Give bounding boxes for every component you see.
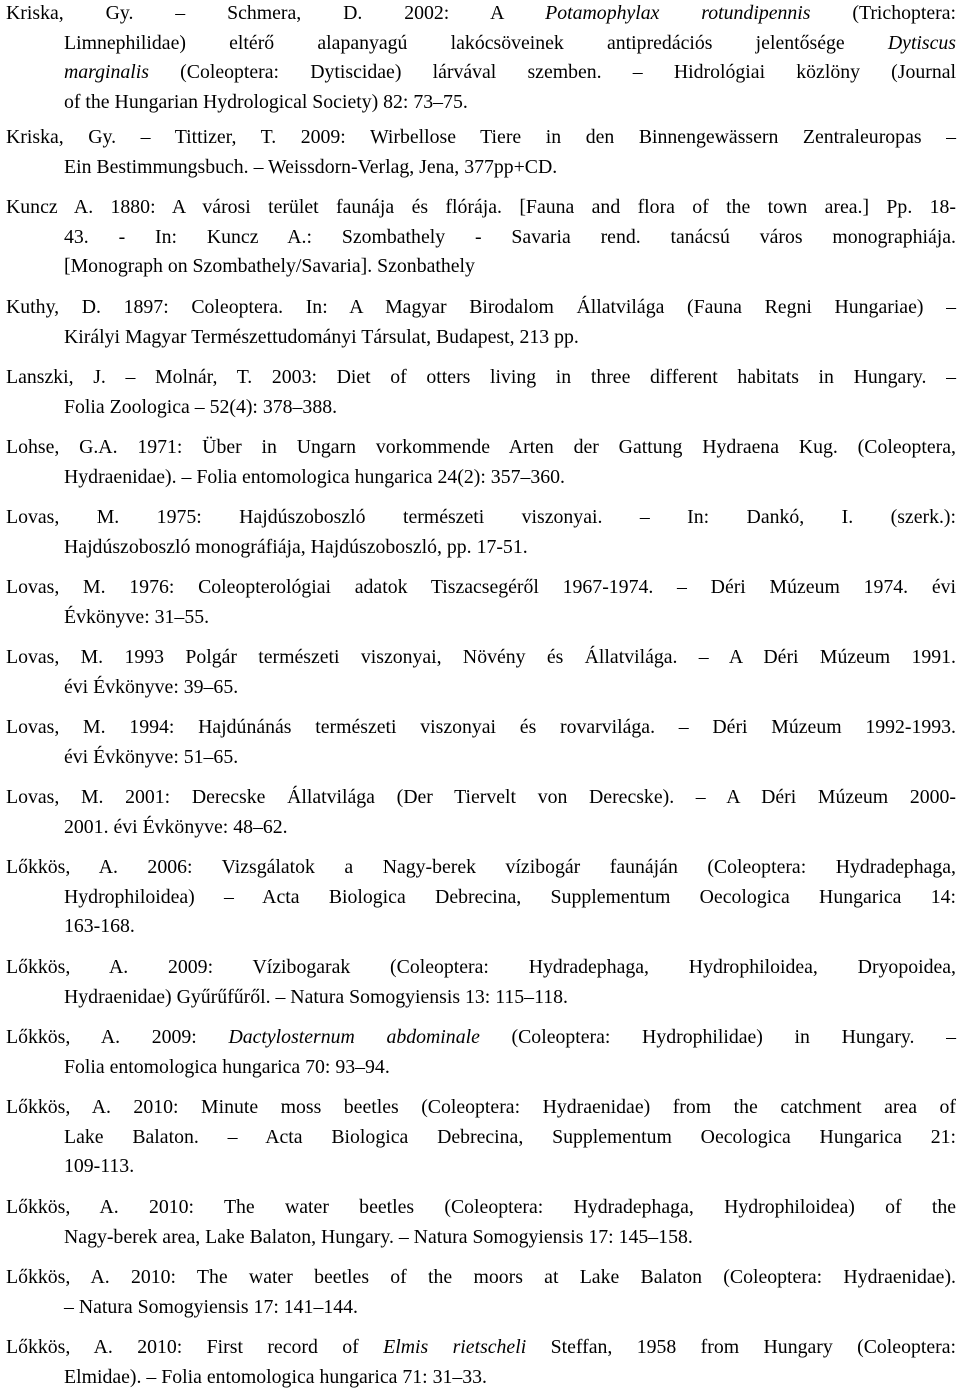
reference-first-line: Lovas, M. 1993 Polgár természeti viszonyai, Növény és Állatvilága. – A Déri Múzeum 1991. — [6, 646, 956, 668]
reference-first-line: Lanszki, J. – Molnár, T. 2003: Diet of otters living in three different habitats in Hungary. – — [6, 366, 956, 388]
reference-continuation-line: 43. - In: Kuncz A.: Szombathely - Savaria rend. tanácsú város monographiája. — [64, 225, 956, 248]
reference-first-line: Lőkkös, A. 2010: First record of Elmis rietscheli Steffan, 1958 from Hungary (Coleoptera: — [6, 1336, 956, 1358]
reference-continuation-line: Hydraenidae) Gyűrűfűről. – Natura Somogyiensis 13: 115–118. — [64, 985, 568, 1008]
reference-first-line: Kriska, Gy. – Tittizer, T. 2009: Wirbellose Tiere in den Binnengewässern Zentraleuropas – — [6, 126, 956, 148]
reference-first-line: Lőkkös, A. 2006: Vizsgálatok a Nagy-berek vízibogár faunáján (Coleoptera: Hydradephaga, — [6, 856, 956, 878]
reference-entry — [6, 293, 956, 352]
reference-entry — [6, 1023, 956, 1082]
reference-entry — [6, 0, 956, 117]
reference-entry — [6, 363, 956, 422]
reference-entry — [6, 713, 956, 772]
reference-entry — [6, 643, 956, 702]
reference-continuation-line: 109-113. — [64, 1155, 135, 1177]
reference-continuation-line: of the Hungarian Hydrological Society) 82: 73–75. — [64, 90, 468, 113]
reference-continuation-line: 2001. évi Évkönyve: 48–62. — [64, 815, 288, 838]
reference-continuation-line: Hydraenidae). – Folia entomologica hungarica 24(2): 357–360. — [64, 465, 565, 488]
reference-continuation-line: Elmidae). – Folia entomologica hungarica 71: 31–33. — [64, 1365, 487, 1388]
reference-first-line: Lőkkös, A. 2010: The water beetles (Coleoptera: Hydradephaga, Hydrophiloidea) of the — [6, 1196, 956, 1218]
reference-entry — [6, 853, 956, 942]
reference-first-line: Lovas, M. 1994: Hajdúnánás természeti viszonyai és rovarvilága. – Déri Múzeum 1992-1993. — [6, 716, 956, 738]
reference-entry — [6, 573, 956, 632]
reference-continuation-line: Nagy-berek area, Lake Balaton, Hungary. – Natura Somogyiensis 17: 145–158. — [64, 1225, 693, 1248]
reference-entry — [6, 1093, 956, 1182]
reference-first-line: Lovas, M. 2001: Derecske Állatvilága (Der Tiervelt von Derecske). – A Déri Múzeum 2000- — [6, 786, 956, 808]
reference-first-line: Lohse, G.A. 1971: Über in Ungarn vorkommende Arten der Gattung Hydraena Kug. (Coleoptera, — [6, 436, 956, 458]
reference-first-line: Lovas, M. 1976: Coleopterológiai adatok Tiszacsegéről 1967-1974. – Déri Múzeum 1974. évi — [6, 576, 956, 598]
reference-continuation-line: 163-168. — [64, 915, 135, 937]
reference-continuation-line: Lake Balaton. – Acta Biologica Debrecina, Supplementum Oecologica Hungarica 21: — [64, 1125, 956, 1148]
reference-continuation-line: Ein Bestimmungsbuch. – Weissdorn-Verlag, Jena, 377pp+CD. — [64, 155, 558, 178]
reference-continuation-line: Folia Zoologica – 52(4): 378–388. — [64, 395, 338, 418]
reference-first-line: Lőkkös, A. 2009: Dactylosternum abdominale (Coleoptera: Hydrophilidae) in Hungary. – — [6, 1026, 957, 1048]
reference-entry — [6, 123, 956, 182]
reference-entry — [6, 783, 956, 842]
reference-continuation-line: Limnephilidae) eltérő alapanyagú lakócsöveinek antipredációs jelentősége Dytiscus — [64, 31, 956, 54]
reference-entry — [6, 433, 956, 492]
reference-entry — [6, 193, 956, 282]
reference-continuation-line: Királyi Magyar Természettudományi Társulat, Budapest, 213 pp. — [64, 325, 579, 348]
reference-first-line: Lőkkös, A. 2010: The water beetles of the moors at Lake Balaton (Coleoptera: Hydraenidae). — [6, 1266, 956, 1288]
reference-entry — [6, 953, 956, 1012]
reference-first-line: Lőkkös, A. 2009: Vízibogarak (Coleoptera: Hydradephaga, Hydrophiloidea, Dryopoidea, — [6, 956, 956, 978]
reference-continuation-line: Évkönyve: 31–55. — [64, 605, 210, 628]
reference-first-line: Kriska, Gy. – Schmera, D. 2002: A Potamophylax rotundipennis (Trichoptera: — [6, 2, 957, 24]
reference-continuation-line: évi Évkönyve: 39–65. — [64, 675, 239, 698]
reference-entry — [6, 503, 956, 562]
reference-continuation-line: Folia entomologica hungarica 70: 93–94. — [64, 1055, 390, 1078]
reference-continuation-line: Hajdúszoboszló monográfiája, Hajdúszoboszló, pp. 17-51. — [64, 535, 528, 558]
reference-continuation-line: évi Évkönyve: 51–65. — [64, 745, 239, 768]
reference-entry — [6, 1333, 956, 1392]
reference-first-line: Kuthy, D. 1897: Coleoptera. In: A Magyar Birodalom Állatvilága (Fauna Regni Hungariae) – — [6, 296, 956, 318]
reference-continuation-line: marginalis (Coleoptera: Dytiscidae) lárvával szemben. – Hidrológiai közlöny (Journal — [64, 61, 956, 83]
reference-entry — [6, 1263, 956, 1322]
reference-first-line: Lőkkös, A. 2010: Minute moss beetles (Coleoptera: Hydraenidae) from the catchment area of — [6, 1096, 956, 1118]
reference-first-line: Kuncz A. 1880: A városi terület faunája és flórája. [Fauna and flora of the town area.] Pp. 18- — [6, 196, 956, 218]
reference-first-line: Lovas, M. 1975: Hajdúszoboszló természeti viszonyai. – In: Dankó, I. (szerk.): — [6, 506, 956, 528]
reference-continuation-line: – Natura Somogyiensis 17: 141–144. — [64, 1295, 358, 1318]
reference-continuation-line: Hydrophiloidea) – Acta Biologica Debrecina, Supplementum Oecologica Hungarica 14: — [64, 885, 956, 908]
reference-continuation-line: [Monograph on Szombathely/Savaria]. Szonbathely — [64, 255, 475, 277]
reference-entry — [6, 1193, 956, 1252]
